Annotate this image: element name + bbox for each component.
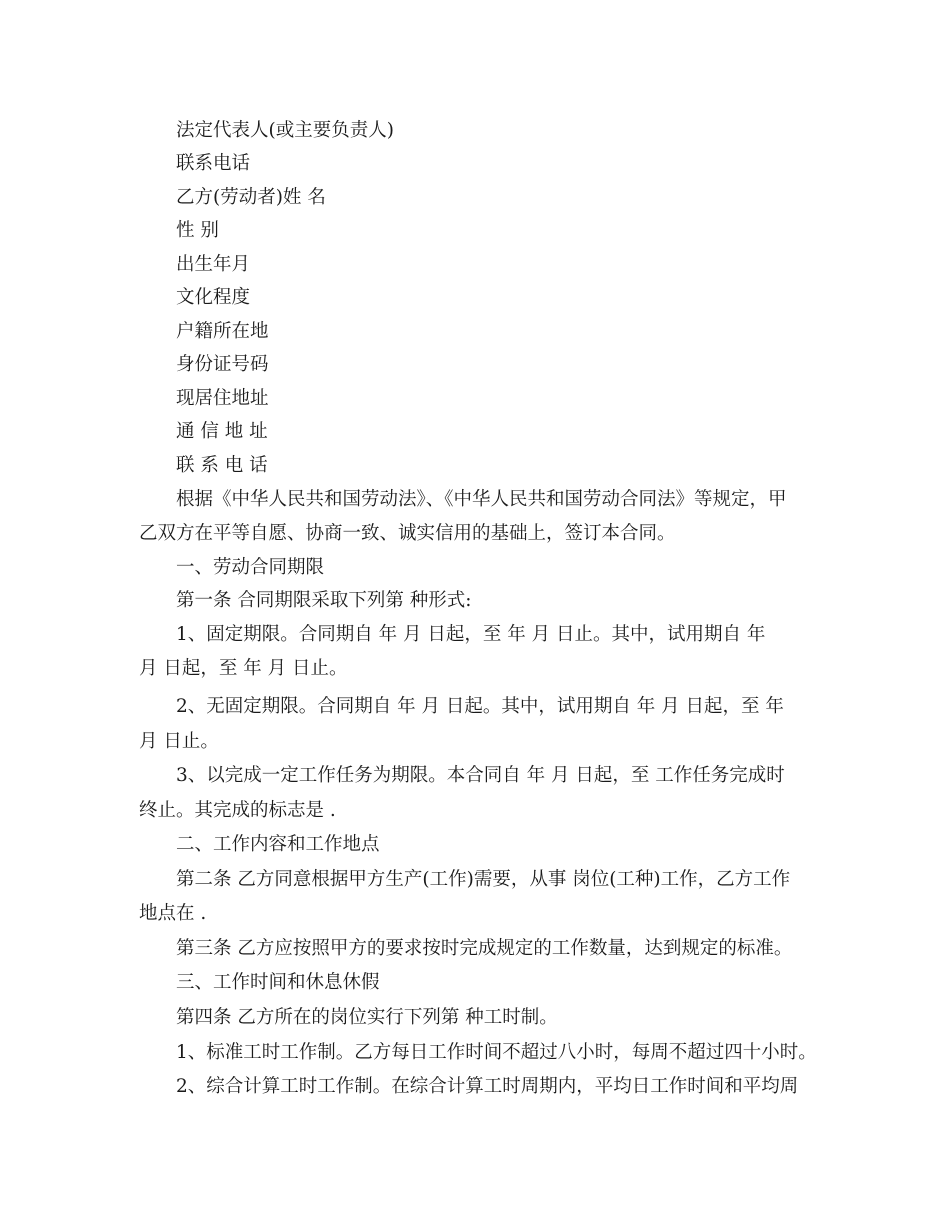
text-line: 乙双方在平等自愿、协商一致、诚实信用的基础上，签订本合同。 <box>139 523 676 544</box>
text-line: 联系电话 <box>176 153 251 174</box>
text-line: 3、以完成一定工作任务为期限。本合同自 年 月 日起，至 工作任务完成时 <box>176 765 785 786</box>
text-line: 第四条 乙方所在的岗位实行下列第 种工时制。 <box>176 1007 558 1028</box>
text-line: 通 信 地 址 <box>176 421 268 442</box>
text-line: 月 日止。 <box>139 731 219 752</box>
text-line: 法定代表人(或主要负责人) <box>176 120 394 141</box>
text-line: 1、标准工时工作制。乙方每日工作时间不超过八小时，每周不超过四十小时。 <box>176 1042 817 1063</box>
text-line: 2、无固定期限。合同期自 年 月 日起。其中，试用期自 年 月 日起，至 年 <box>176 696 784 717</box>
text-line: 出生年月 <box>176 254 251 275</box>
text-line: 2、综合计算工时工作制。在综合计算工时周期内，平均日工作时间和平均周 <box>176 1076 799 1097</box>
text-line: 第一条 合同期限采取下列第 种形式: <box>176 590 472 611</box>
text-line: 根据《中华人民共和国劳动法》、《中华人民共和国劳动合同法》等规定，甲 <box>176 489 787 510</box>
text-line: 地点在 . <box>139 903 207 924</box>
text-line: 第三条 乙方应按照甲方的要求按时完成规定的工作数量，达到规定的标准。 <box>176 938 793 959</box>
text-line: 终止。其完成的标志是 . <box>139 800 336 821</box>
text-line: 文化程度 <box>176 287 251 308</box>
text-line: 月 日起，至 年 月 日止。 <box>139 658 348 679</box>
text-line: 1、固定期限。合同期自 年 月 日起，至 年 月 日止。其中，试用期自 年 <box>176 624 766 645</box>
section-heading: 二、工作内容和工作地点 <box>176 834 380 855</box>
text-line: 身份证号码 <box>176 354 269 375</box>
text-line: 现居住地址 <box>176 388 269 409</box>
section-heading: 三、工作时间和休息休假 <box>176 972 380 993</box>
text-line: 联 系 电 话 <box>176 455 268 476</box>
text-line: 乙方(劳动者)姓 名 <box>176 187 326 208</box>
text-line: 第二条 乙方同意根据甲方生产(工作)需要，从事 岗位(工种)工作，乙方工作 <box>176 869 791 890</box>
section-heading: 一、劳动合同期限 <box>176 557 325 578</box>
text-line: 户籍所在地 <box>176 321 269 342</box>
text-line: 性 别 <box>176 220 219 241</box>
